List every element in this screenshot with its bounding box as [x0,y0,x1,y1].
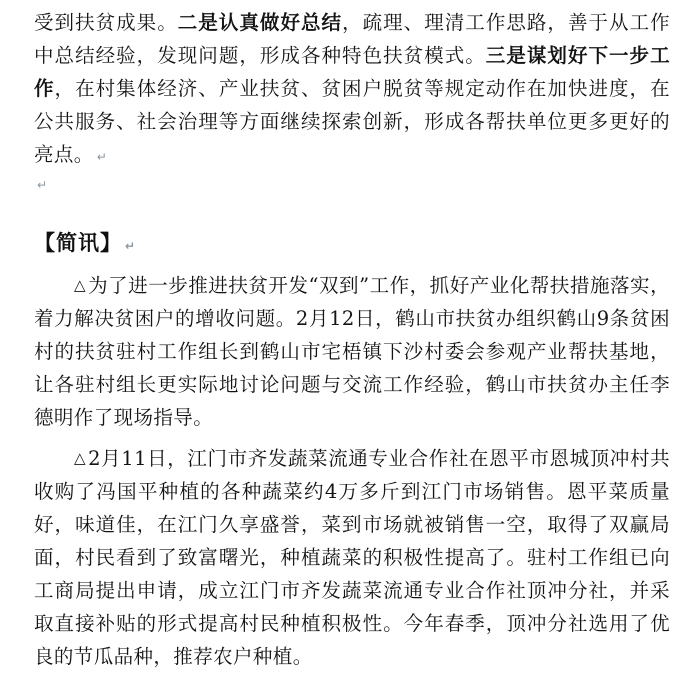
news-item-2-text: 2月11日，江门市齐发蔬菜流通专业合作社在恩平市恩城顶冲村共收购了冯国平种植的各种蔬菜约4万多斤到江门市场销售。恩平菜质量好，味道佳，在江门久享盛誉，菜到市场就被销售一空，取得了双赢局面，村民看到了致富曙光，种植蔬菜的积极性提高了。驻村工作组已向工商局提出申请，成立江门市齐发蔬菜流通专业合作社顶冲分社，并采取直接补贴的形式提高村民种植积极性。今年春季，顶冲分社选用了优良的节瓜品种，推荐农户种植。 [34,447,670,668]
run-bold-1: 二是认真做好总结 [177,11,343,34]
heading-end-mark: ↵ [125,239,137,253]
item-gap [34,434,670,442]
empty-paragraph [34,174,670,204]
paragraph-continued [34,6,670,174]
run-plain-2: ，疏理、理清工作思路，善于从工作中总结经验，发现问题，形成各种特色扶贫模式。 [34,11,671,67]
section-heading-text: 【简讯】 [34,230,122,255]
run-plain-3: ，在村集体经济、产业扶贫、贫困户脱贫等规定动作在加快进度，在公共服务、社会治理等方面继续探索创新，形成各帮扶单位更多更好的亮点。 [34,77,670,166]
news-item-1-text: 为了进一步推进扶贫开发“双到”工作，抓好产业化帮扶措施落实，着力解决贫困户的增收问题。2月12日，鹤山市扶贫办组织鹤山9条贫困村的扶贫驻村工作组长到鹤山市宅梧镇下沙村委会参观产业帮扶基地，让各驻村组长更实际地讨论问题与交流工作经验，鹤山市扶贫办主任李德明作了现场指导。 [34,274,670,429]
triangle-bullet-icon: △ [74,276,87,294]
triangle-bullet-icon-2: △ [74,449,87,467]
paragraph-end-mark: ↵ [96,150,108,164]
run-plain-1: 受到扶贫成果。 [34,11,178,34]
section-heading-wrap [34,226,670,263]
run-bold-2: 三是谋划好下一步工作 [34,44,670,100]
pilcrow-icon: ↵ [37,178,48,192]
news-item-1 [34,269,670,434]
news-item-2 [34,442,670,673]
section-heading [34,226,670,263]
